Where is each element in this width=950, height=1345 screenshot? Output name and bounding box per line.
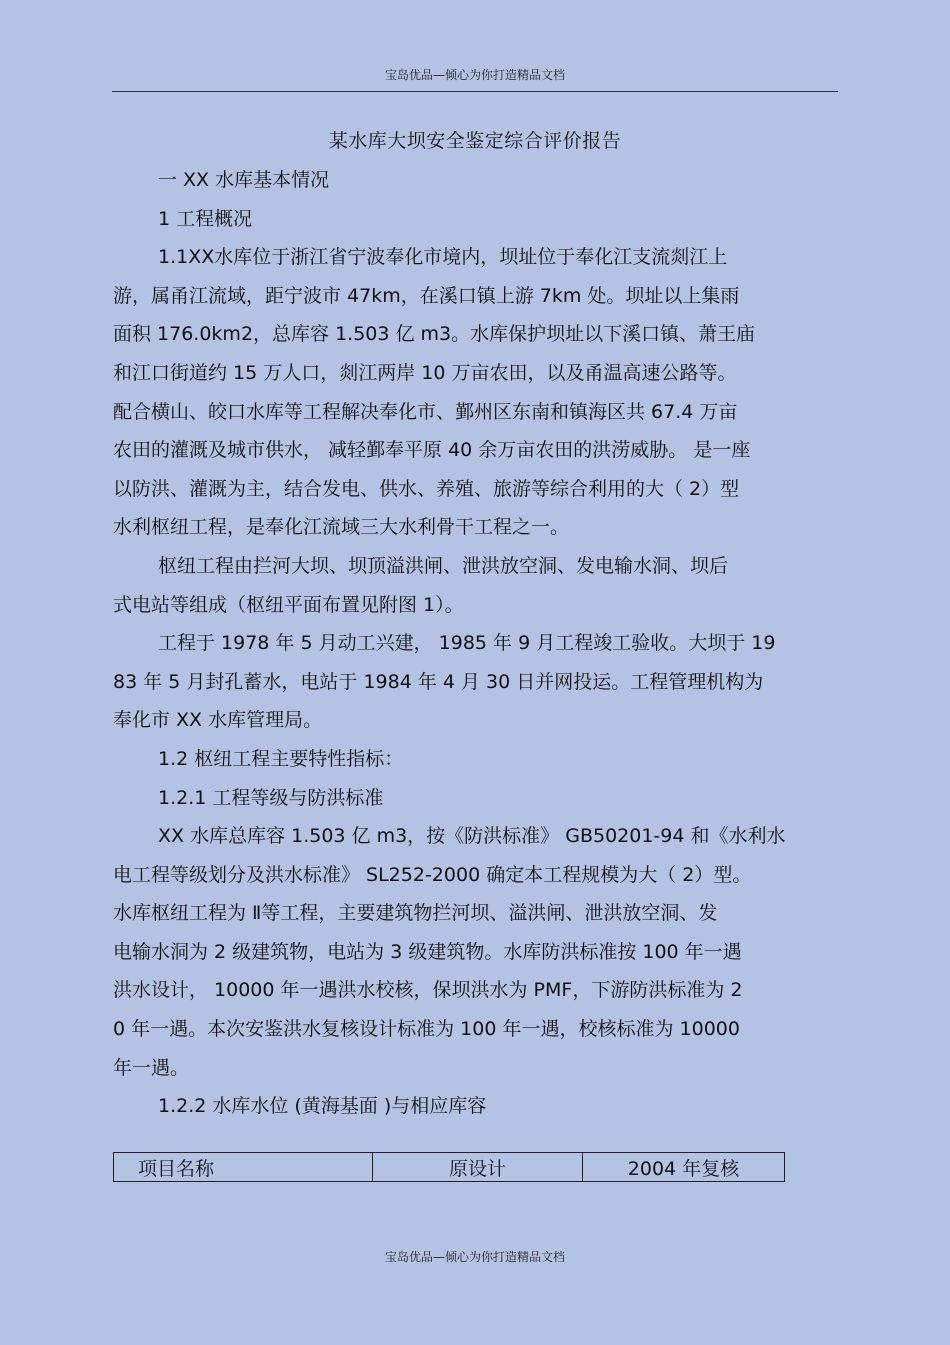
paragraph-line: 年一遇。 (113, 1056, 190, 1079)
header-divider (112, 91, 838, 92)
document-title: 某水库大坝安全鉴定综合评价报告 (328, 130, 622, 152)
paragraph-line: 洪水设计， 10000 年一遇洪水校核，保坝洪水为 PMF，下游防洪标准为 2 (113, 979, 743, 1002)
page-header: 宝岛优品—倾心为你打造精品文档 (384, 68, 565, 82)
paragraph-line: 枢纽工程由拦河大坝、坝顶溢洪闸、泄洪放空洞、发电输水洞、坝后 (158, 554, 729, 577)
paragraph-line: 配合横山、皎口水库等工程解决奉化市、鄞州区东南和镇海区共 67.4 万亩 (113, 400, 738, 423)
document-body (113, 161, 840, 1126)
water-level-table (113, 1152, 785, 1182)
subsection-heading: 1.2.2 水库水位 (黄海基面 )与相应库容 (158, 1095, 487, 1118)
paragraph-line: 以防洪、灌溉为主，结合发电、供水、养殖、旅游等综合利用的大（ 2）型 (113, 477, 740, 500)
paragraph-line: 面积 176.0km2，总库容 1.503 亿 m3。水库保护坝址以下溪口镇、萧王庙 (113, 323, 756, 346)
table-header-cell: 项目名称 (114, 1153, 373, 1182)
paragraph-line: 电输水洞为 2 级建筑物，电站为 3 级建筑物。水库防洪标准按 100 年一遇 (113, 940, 742, 963)
paragraph-line: 0 年一遇。本次安鉴洪水复核设计标准为 100 年一遇，校核标准为 10000 (113, 1018, 740, 1041)
paragraph-line: 1.1XX水库位于浙江省宁波奉化市境内，坝址位于奉化江支流剡江上 (158, 246, 728, 269)
table-header-row (114, 1153, 785, 1182)
paragraph-line: 农田的灌溉及城市供水， 减轻鄞奉平原 40 余万亩农田的洪涝威胁。 是一座 (113, 439, 751, 462)
paragraph-line: 水库枢纽工程为 Ⅱ等工程，主要建筑物拦河坝、溢洪闸、泄洪放空洞、发 (113, 902, 718, 925)
paragraph-line: 83 年 5 月封孔蓄水，电站于 1984 年 4 月 30 日并网投运。工程管理机构为 (113, 670, 764, 693)
paragraph-line: 奉化市 XX 水库管理局。 (113, 709, 323, 732)
paragraph-line: 和江口街道约 15 万人口，剡江两岸 10 万亩农田，以及甬温高速公路等。 (113, 361, 737, 384)
subsection-heading: 1 工程概况 (158, 207, 253, 230)
section-heading: 一 XX 水库基本情况 (158, 169, 330, 191)
paragraph-line: 式电站等组成（枢纽平面布置见附图 1）。 (113, 593, 464, 616)
table-header-cell: 原设计 (373, 1153, 583, 1182)
paragraph-line: XX 水库总库容 1.503 亿 m3，按《防洪标准》 GB50201-94 和《水利水 (158, 825, 786, 848)
subsection-heading: 1.2.1 工程等级与防洪标准 (158, 786, 384, 809)
paragraph-line: 电工程等级划分及洪水标准》 SL252-2000 确定本工程规模为大（ 2）型。 (113, 863, 752, 886)
paragraph-line: 水利枢纽工程，是奉化江流域三大水利骨干工程之一。 (113, 516, 570, 539)
paragraph-line: 工程于 1978 年 5 月动工兴建， 1985 年 9 月工程竣工验收。大坝于 19 (158, 632, 776, 655)
table-header-cell: 2004 年复核 (583, 1153, 785, 1182)
paragraph-line: 游，属甬江流域，距宁波市 47km，在溪口镇上游 7km 处。坝址以上集雨 (113, 284, 740, 307)
page-footer: 宝岛优品—倾心为你打造精品文档 (384, 1250, 565, 1264)
subsection-heading: 1.2 枢纽工程主要特性指标： (158, 747, 404, 770)
